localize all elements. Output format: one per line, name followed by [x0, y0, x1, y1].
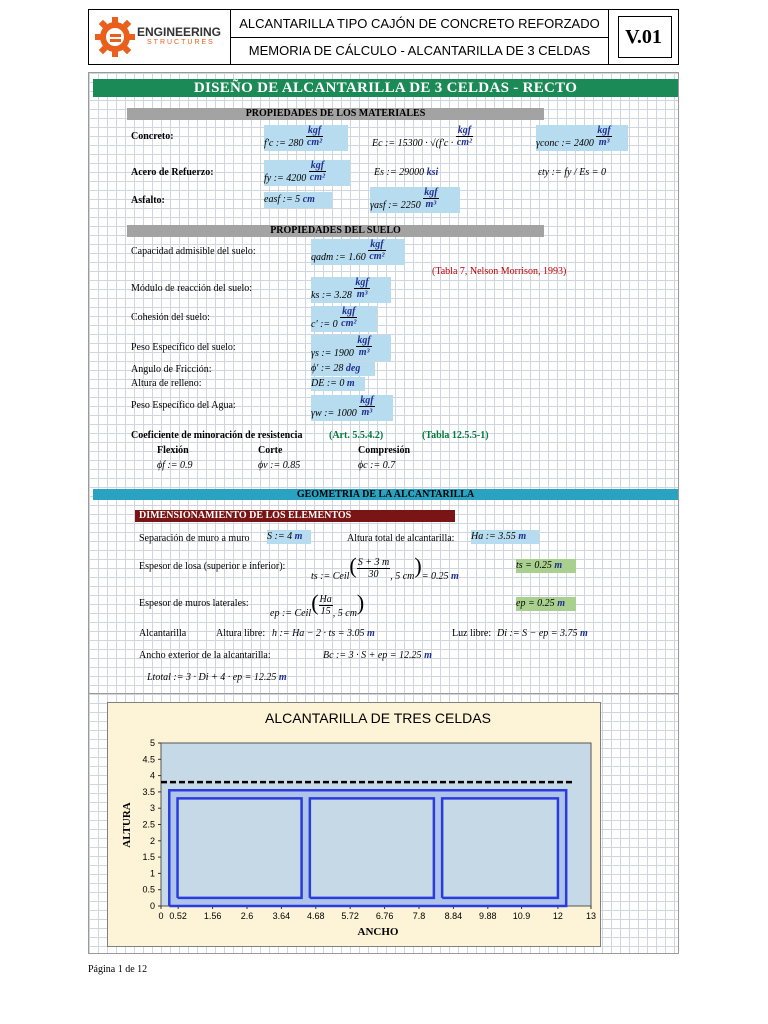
ec-unit-den: cm²	[456, 137, 473, 148]
c-unit-num: kgf	[342, 306, 356, 317]
ks-unit-num: kgf	[355, 277, 369, 288]
c-label: Cohesión del suelo:	[131, 312, 210, 323]
q-unit	[368, 239, 385, 262]
sep-text: S := 4	[267, 531, 293, 542]
muros-num: Ha	[319, 594, 332, 606]
losa-den: 30	[368, 569, 379, 581]
fc-unit-den: cm²	[306, 137, 323, 148]
es-text: Es := 29000	[374, 167, 425, 178]
ts-result-text: ts = 0.25	[516, 560, 552, 571]
y-tick-label: 5	[149, 738, 155, 748]
acero-label: Acero de Refuerzo:	[131, 167, 214, 178]
c-unit-den: cm²	[341, 318, 357, 329]
muros-ceil: ep := Ceil	[270, 608, 312, 619]
losa-label: Espesor de losa (superior e inferior):	[139, 561, 286, 572]
x-tick-label: 3.64	[272, 911, 291, 921]
es-equation	[374, 167, 438, 178]
c-text: c' := 0	[311, 318, 338, 330]
fy-equation	[264, 160, 350, 186]
gamma-asf-unit-den: m³	[425, 199, 437, 210]
muros-equation	[270, 588, 365, 619]
fy-unit-den: cm²	[309, 172, 326, 183]
luz-equation	[497, 628, 588, 639]
altlib-label: Altura libre:	[216, 628, 266, 639]
coef-table: (Tabla 12.5.5-1)	[422, 430, 489, 441]
ep-result-text: ep = 0.25	[516, 598, 555, 609]
easf-text: easf := 5	[264, 194, 301, 205]
ep-result-box	[516, 597, 576, 611]
muros-label: Espesor de muros laterales:	[139, 598, 249, 609]
x-tick-label: 6.76	[375, 911, 394, 921]
section-geometry-heading: GEOMETRIA DE LA ALCANTARILLA	[93, 489, 678, 500]
alcantarilla-label: Alcantarilla	[139, 628, 187, 639]
fy-text: fy := 4200	[264, 172, 307, 184]
c-equation	[311, 306, 377, 332]
x-tick-label: 12	[552, 911, 563, 921]
de-text: DE := 0	[311, 378, 345, 389]
alt-text: Ha := 3.55	[471, 531, 516, 542]
x-tick-label: 9.88	[479, 911, 497, 921]
gamma-asf-unit	[423, 187, 438, 210]
losa-paren-close: )	[414, 553, 422, 578]
q-unit-num: kgf	[370, 239, 384, 250]
ltotal-text: Ltotal := 3 · Di + 4 · ep = 12.25	[147, 672, 277, 683]
coef-label: Coeficiente de minoración de resistencia	[131, 430, 303, 441]
page-footer: Página 1 de 12	[88, 964, 148, 975]
losa-round: , 5 cm	[390, 571, 415, 582]
fc-unit	[306, 125, 323, 148]
x-tick-label: 8.84	[444, 911, 463, 921]
alt-equation	[471, 530, 539, 544]
chart-x-axis-label: ANCHO	[357, 926, 399, 938]
muros-den: 15	[320, 606, 331, 618]
company-logo	[89, 10, 231, 64]
muros-frac	[319, 594, 333, 617]
muros-paren-close: )	[356, 590, 365, 615]
phi-equation	[311, 362, 375, 376]
page-title: DISEÑO DE ALCANTARILLA DE 3 CELDAS - RECTO	[93, 79, 678, 97]
gamma-conc-equation	[536, 125, 628, 151]
de-label: Altura de relleno:	[131, 378, 202, 389]
ts-result-box	[516, 559, 576, 573]
ks-unit-den: m³	[356, 289, 368, 300]
de-unit: m	[346, 378, 355, 389]
altlib-unit: m	[366, 628, 375, 639]
header-title-2: MEMORIA DE CÁLCULO - ALCANTARILLA DE 3 CELDAS	[231, 37, 609, 64]
ep-result-unit: m	[557, 598, 565, 609]
phi-unit: deg	[345, 363, 361, 374]
ancho-text: Bc := 3 · S + ep = 12.25	[323, 650, 422, 661]
culvert-chart	[107, 702, 601, 947]
gw-unit-num: kgf	[360, 395, 374, 406]
x-tick-label: 7.8	[412, 911, 426, 921]
gs-unit-den: m³	[358, 347, 370, 358]
luz-unit: m	[580, 628, 588, 639]
ancho-unit: m	[424, 650, 432, 661]
document-header	[88, 9, 679, 65]
gamma-asf-equation	[370, 187, 460, 213]
gamma-conc-unit	[596, 125, 611, 148]
ec-unit	[456, 125, 473, 148]
ancho-equation	[323, 650, 432, 661]
header-title-1: ALCANTARILLA TIPO CAJÓN DE CONCRETO REFORZADO	[231, 10, 609, 38]
ks-label: Módulo de reacción del suelo:	[131, 283, 253, 294]
gamma-asf-text: γasf := 2250	[370, 199, 421, 211]
phi-text: ϕ' := 28	[311, 363, 344, 374]
ec-equation	[372, 125, 473, 151]
es-unit: ksi	[426, 167, 439, 178]
x-tick-label: 4.68	[307, 911, 325, 921]
losa-unit: m	[450, 571, 459, 582]
gs-label: Peso Específico del suelo:	[131, 342, 236, 353]
ltotal-equation	[147, 672, 287, 683]
section-soil-heading: PROPIEDADES DEL SUELO	[127, 225, 544, 237]
gw-unit	[359, 395, 374, 418]
easf-equation	[264, 192, 332, 208]
culvert-chart-svg	[108, 703, 602, 948]
logo-line2: STRUCTURES	[147, 39, 215, 46]
phi-f-value: ϕf := 0.9	[157, 460, 193, 471]
luz-label: Luz libre:	[452, 628, 492, 639]
q-text: qadm := 1.60	[311, 251, 366, 263]
x-tick-label: 2.6	[240, 911, 254, 921]
culvert-cell-3	[310, 798, 434, 897]
y-tick-label: 1	[149, 868, 155, 879]
soil-reference: (Tabla 7, Nelson Morrison, 1993)	[432, 266, 567, 277]
gs-unit-num: kgf	[357, 335, 371, 346]
losa-paren-open: (	[349, 553, 357, 578]
sep-unit: m	[294, 531, 303, 542]
losa-result: = 0.25	[421, 571, 449, 582]
gamma-conc-unit-num: kgf	[597, 125, 611, 136]
concreto-label: Concreto:	[131, 131, 174, 142]
q-equation	[311, 239, 405, 265]
y-tick-label: 0.5	[142, 884, 155, 895]
phi-v-value: ϕv := 0.85	[258, 460, 301, 471]
y-tick-label: 0	[149, 901, 155, 911]
x-tick-label: 10.9	[512, 911, 531, 921]
version-text: V.01	[625, 26, 662, 48]
ec-unit-num: kgf	[457, 125, 472, 136]
ks-unit	[354, 277, 369, 300]
asfalto-label: Asfalto:	[131, 195, 165, 206]
y-tick-label: 2	[149, 835, 155, 846]
y-tick-label: 4.5	[142, 754, 155, 765]
corte-header: Corte	[258, 445, 283, 456]
ec-text: Ec := 15300 · √(f'c ·	[372, 137, 454, 149]
chart-plot-area	[142, 738, 596, 921]
y-tick-label: 4	[149, 770, 155, 781]
fc-text: f'c := 280	[264, 137, 304, 149]
chart-y-axis-label: ALTURA	[121, 802, 133, 848]
x-tick-label: 0.52	[169, 911, 187, 921]
chart-title: ALCANTARILLA DE TRES CELDAS	[265, 710, 491, 726]
q-unit-den: cm²	[369, 251, 385, 262]
gw-equation	[311, 395, 393, 421]
c-unit	[340, 306, 357, 329]
sep-label: Separación de muro a muro	[139, 533, 250, 544]
section-materials-heading: PROPIEDADES DE LOS MATERIALES	[127, 108, 544, 120]
flexion-header: Flexión	[157, 445, 189, 456]
gw-text: γw := 1000	[311, 407, 357, 419]
ks-equation	[311, 277, 391, 303]
losa-ceil: ts := Ceil	[311, 571, 350, 582]
fc-unit-num: kgf	[307, 125, 322, 136]
y-tick-label: 2.5	[142, 819, 155, 830]
muros-paren-open: (	[311, 590, 319, 615]
section-dimension-heading: DIMENSIONAMIENTO DE LOS ELEMENTOS	[135, 510, 455, 522]
compresion-header: Compresión	[358, 445, 411, 456]
gs-text: γs := 1900	[311, 347, 354, 359]
easf-unit: cm	[302, 194, 315, 205]
gs-equation	[311, 335, 391, 361]
gamma-asf-unit-num: kgf	[424, 187, 438, 198]
altlib-equation	[272, 628, 375, 639]
coef-article: (Art. 5.5.4.2)	[329, 430, 384, 441]
culvert-cell-4	[442, 798, 558, 897]
ltotal-unit: m	[278, 672, 287, 683]
fy-unit	[309, 160, 326, 183]
gamma-conc-text: γconc := 2400	[536, 137, 594, 149]
luz-text: Di := S − ep = 3.75	[497, 628, 578, 639]
gs-unit	[356, 335, 371, 358]
phi-label: Angulo de Fricción:	[131, 364, 212, 375]
x-tick-label: 0	[158, 911, 164, 921]
muros-round: , 5 cm	[332, 608, 357, 619]
sep-equation	[267, 530, 311, 544]
fc-equation	[264, 125, 348, 151]
logo-line1: ENGINEERING	[137, 25, 222, 39]
ancho-label: Ancho exterior de la alcantarilla:	[139, 650, 271, 661]
phi-c-value: ϕc := 0.7	[358, 460, 396, 471]
losa-num: S + 3 m	[357, 557, 390, 569]
alt-label: Altura total de alcantarilla:	[347, 533, 455, 544]
losa-equation	[311, 551, 459, 582]
gamma-conc-unit-den: m³	[598, 137, 610, 148]
culvert-cell-2	[178, 798, 302, 897]
q-label: Capacidad admisible del suelo:	[131, 246, 256, 257]
ts-result-unit: m	[554, 560, 563, 571]
de-equation	[311, 377, 365, 391]
y-tick-label: 3.5	[142, 786, 155, 797]
x-tick-label: 5.72	[341, 911, 359, 921]
gw-label: Peso Específico del Agua:	[131, 400, 236, 411]
chart-divider	[89, 693, 678, 694]
fy-unit-num: kgf	[310, 160, 325, 171]
altlib-text: h := Ha − 2 · ts = 3.05	[272, 628, 365, 639]
ks-text: ks := 3.28	[311, 289, 352, 301]
y-tick-label: 1.5	[142, 852, 155, 863]
x-tick-label: 13	[585, 911, 597, 921]
y-tick-label: 3	[149, 803, 155, 814]
version-label	[609, 10, 678, 64]
alt-unit: m	[518, 531, 527, 542]
losa-frac	[357, 557, 390, 580]
gw-unit-den: m³	[361, 407, 373, 418]
ety-equation: εty := fy / Es = 0	[538, 167, 606, 178]
x-tick-label: 1.56	[203, 911, 222, 921]
